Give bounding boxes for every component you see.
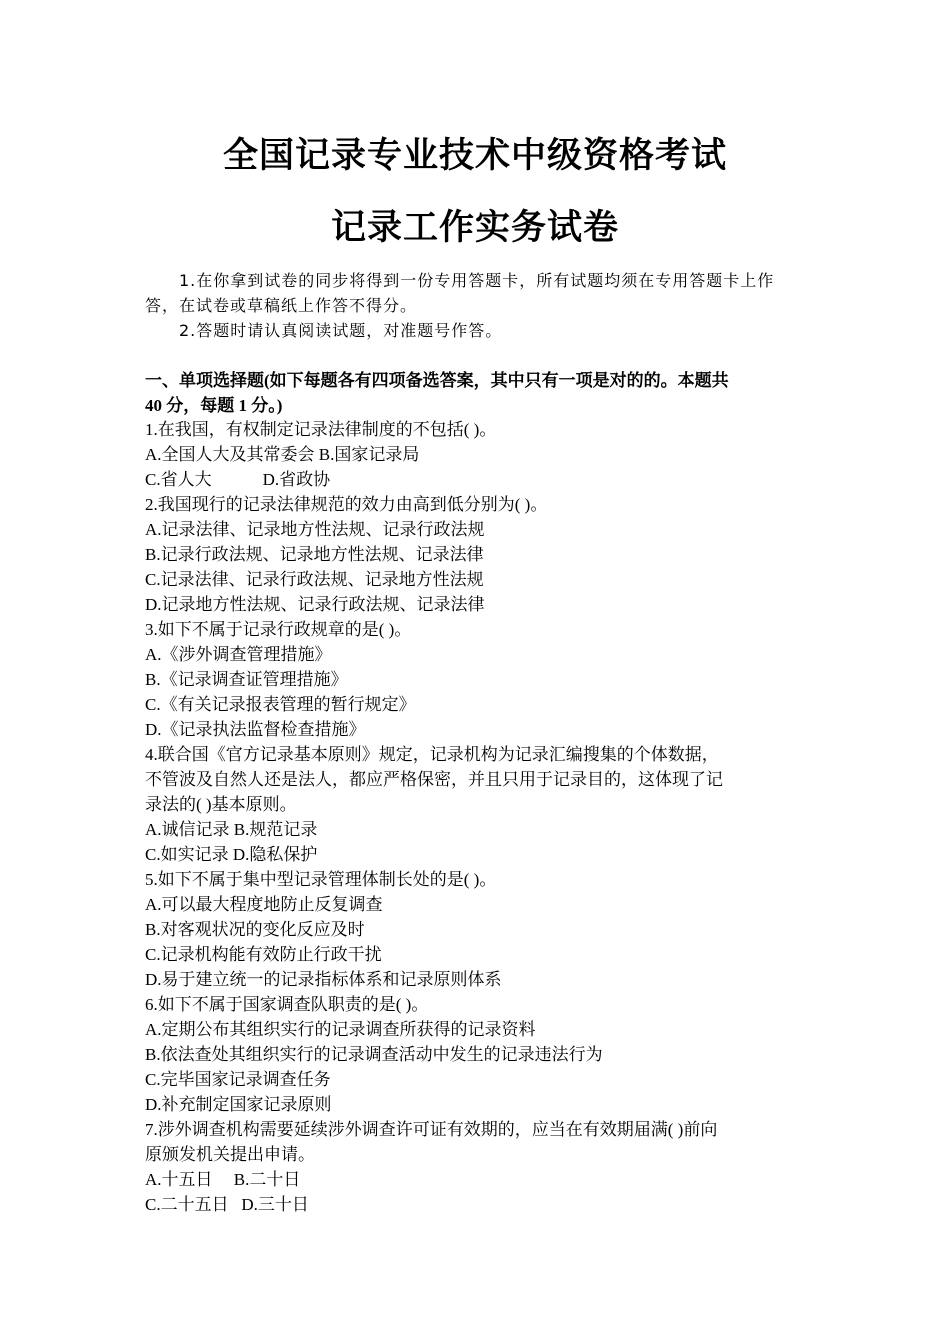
instruction-1: 1.在你拿到试卷的同步将得到一份专用答题卡，所有试题均须在专用答题卡上作答，在试卷或草稿纸上作答不得分。 (145, 271, 775, 315)
question-line: A.全国人大及其常委会 B.国家记录局 (145, 445, 420, 464)
question-line: 1.在我国，有权制定记录法律制度的不包括( )。 (145, 420, 497, 439)
question-line: B.对客观状况的变化反应及时 (145, 920, 365, 939)
exam-title: 全国记录专业技术中级资格考试 (222, 136, 727, 176)
question-line: D.《记录执法监督检查措施》 (145, 720, 366, 739)
question-line: D.补充制定国家记录原则 (145, 1095, 332, 1114)
question-line: A.十五日 B.二十日 (145, 1170, 301, 1189)
question-line: 5.如下不属于集中型记录管理体制长处的是( )。 (145, 870, 497, 889)
question-line: 4.联合国《官方记录基本原则》规定，记录机构为记录汇编搜集的个体数据， (145, 745, 719, 764)
instruction-2: 2.答题时请认真阅读试题，对准题号作答。 (179, 321, 503, 340)
question-line: D.易于建立统一的记录指标体系和记录原则体系 (145, 970, 502, 989)
question-line: B.《记录调查证管理措施》 (145, 670, 348, 689)
question-list (145, 417, 805, 1217)
section-heading-line-1: 一、单项选择题(如下每题各有四项备选答案，其中只有一项是对的的。本题共 (145, 371, 729, 390)
question-line: 6.如下不属于国家调查队职责的是( )。 (145, 995, 429, 1014)
question-line: A.定期公布其组织实行的记录调查所获得的记录资料 (145, 1020, 536, 1039)
question-line: C.记录法律、记录行政法规、记录地方性法规 (145, 570, 484, 589)
question-line: D.记录地方性法规、记录行政法规、记录法律 (145, 595, 485, 614)
question-line: C.二十五日 D.三十日 (145, 1195, 309, 1214)
section-heading (145, 368, 805, 418)
question-line: A.可以最大程度地防止反复调查 (145, 895, 383, 914)
question-line: 7.涉外调查机构需要延续涉外调查许可证有效期的，应当在有效期届满( )前向 (145, 1120, 718, 1139)
question-line: 2.我国现行的记录法律规范的效力由高到低分别为( )。 (145, 495, 548, 514)
question-line: A.诚信记录 B.规范记录 (145, 820, 318, 839)
question-line: C.完毕国家记录调查任务 (145, 1070, 331, 1089)
exam-subtitle: 记录工作实务试卷 (330, 208, 619, 248)
question-line: C.《有关记录报表管理的暂行规定》 (145, 695, 416, 714)
question-line: 原颁发机关提出申请。 (145, 1145, 315, 1164)
question-line: B.记录行政法规、记录地方性法规、记录法律 (145, 545, 484, 564)
question-line: 录法的( )基本原则。 (145, 795, 297, 814)
section-heading-line-2: 40 分，每题 1 分。) (145, 396, 283, 415)
question-line: A.《涉外调查管理措施》 (145, 645, 332, 664)
question-line: C.记录机构能有效防止行政干扰 (145, 945, 382, 964)
question-line: 3.如下不属于记录行政规章的是( )。 (145, 620, 412, 639)
question-line: 不管波及自然人还是法人，都应严格保密，并且只用于记录目的，这体现了记 (145, 770, 723, 789)
question-line: C.省人大 D.省政协 (145, 470, 331, 489)
question-line: B.依法查处其组织实行的记录调查活动中发生的记录违法行为 (145, 1045, 603, 1064)
question-line: A.记录法律、记录地方性法规、记录行政法规 (145, 520, 485, 539)
question-line: C.如实记录 D.隐私保护 (145, 845, 318, 864)
